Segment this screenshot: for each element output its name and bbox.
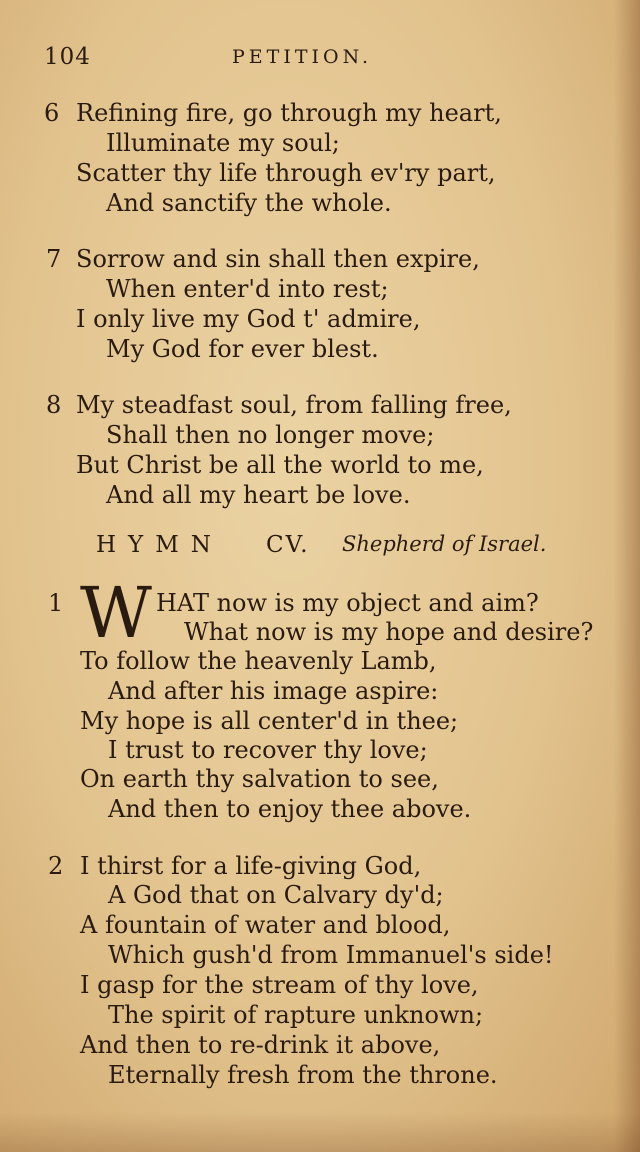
verse-line: I trust to recover thy love; [108,736,428,764]
stanza-number: 6 [44,99,60,127]
verse-line: And sanctify the whole. [106,189,392,217]
verse-line: Shall then no longer move; [106,421,435,449]
verse-line: My God for ever blest. [106,335,379,363]
verse-line: Eternally fresh from the throne. [108,1061,498,1089]
stanza-number: 8 [46,391,62,419]
verse-line: Illuminate my soul; [106,129,340,157]
verse-line: To follow the heavenly Lamb, [80,647,437,675]
verse-line: But Christ be all the world to me, [76,451,484,479]
verse-line: Which gush'd from Immanuel's side! [108,941,554,969]
stanza-number: 7 [46,245,62,273]
verse-line: And after his image aspire: [108,677,439,705]
page-number: 104 [44,44,91,70]
verse-line: What now is my hope and desire? [184,618,594,646]
verse-line: I thirst for a life-giving God, [80,852,422,880]
running-title: PETITION. [232,46,373,68]
verse-line: And all my heart be love. [106,481,411,509]
verse-line: I gasp for the stream of thy love, [80,971,479,999]
verse-line: Scatter thy life through ev'ry part, [76,159,496,187]
stanza-number: 2 [48,852,64,880]
stanza-number: 1 [48,589,64,617]
verse-line: Refining fire, go through my heart, [76,99,502,127]
verse-line: My steadfast soul, from falling free, [76,391,512,419]
verse-line: Sorrow and sin shall then expire, [76,245,480,273]
verse-line: My hope is all center'd in thee; [80,707,459,735]
verse-line: HAT now is my object and aim? [156,589,539,617]
verse-line: And then to enjoy thee above. [108,795,472,823]
verse-line: When enter'd into rest; [106,275,389,303]
verse-line: I only live my God t' admire, [76,305,421,333]
verse-line: The spirit of rapture unknown; [108,1001,484,1029]
verse-line: A fountain of water and blood, [80,911,451,939]
verse-line: On earth thy salvation to see, [80,765,439,793]
drop-cap: W [80,572,152,654]
hymn-title: HYMN [96,532,223,558]
hymn-number: CV. [266,532,310,558]
hymn-subtitle: Shepherd of Israel. [342,532,547,556]
verse-line: And then to re-drink it above, [80,1031,441,1059]
verse-line: A God that on Calvary dy'd; [108,881,444,909]
